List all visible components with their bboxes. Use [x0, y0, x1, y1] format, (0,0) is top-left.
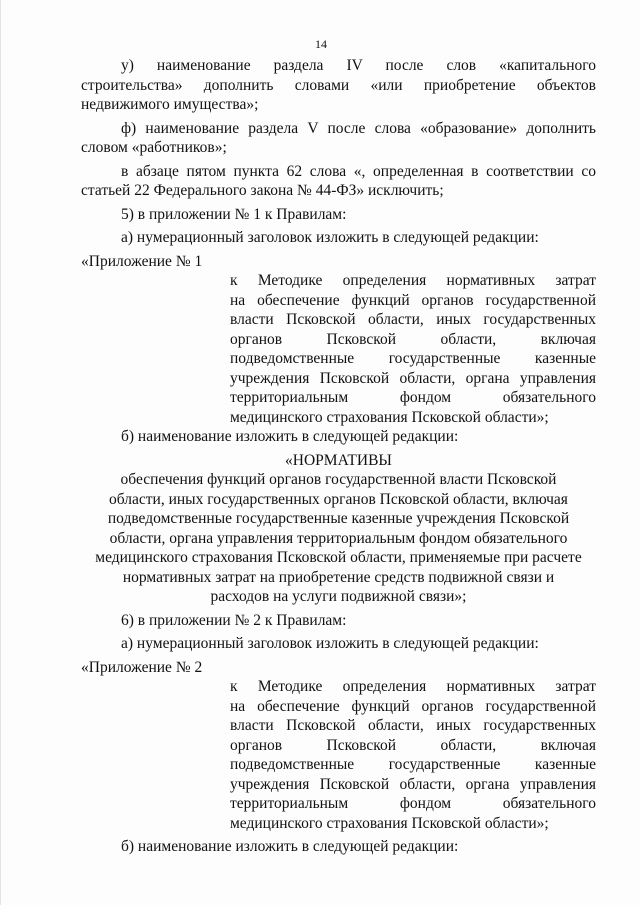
document-body	[81, 56, 596, 857]
normativy-line: нормативных затрат на приобретение средств подвижной связи и	[122, 568, 555, 586]
appendix-2-line: на обеспечение функций органов государственной	[230, 697, 596, 715]
item-6b-text: б) наименование изложить в следующей редакции:	[121, 838, 459, 855]
appendix-1-title: «Приложение № 1	[81, 252, 203, 270]
appendix-2-line: власти Псковской области, иных государственных	[230, 717, 596, 734]
appendix-2-line: к Методике определения нормативных затрат	[230, 678, 596, 695]
item-u-line-1: у) наименование раздела IV после слов «капитального	[121, 57, 596, 74]
item-5a-text: а) нумерационный заголовок изложить в следующей редакции:	[121, 229, 539, 246]
normativy-block	[81, 470, 596, 607]
appendix-1-line: подведомственные государственные казенные	[230, 350, 596, 367]
appendix-1-line: к Методике определения нормативных затрат	[230, 272, 596, 289]
appendix-2-line: учреждения Псковской области, органа управления	[230, 775, 596, 793]
appendix-2-line: подведомственные государственные казенные	[230, 756, 596, 773]
appendix-2-title: «Приложение № 2	[81, 658, 203, 676]
appendix-1-line: медицинского страхования Псковской области»;	[230, 408, 549, 426]
item-u-line-3: недвижимого имущества»;	[81, 96, 259, 113]
normativy-line: области, органа управления территориальным фондом обязательного	[109, 529, 568, 547]
normativy-line: области, иных государственных органов Псковской области, включая	[109, 490, 568, 508]
appendix-2-caption	[230, 677, 596, 833]
normativy-line: подведомственные государственные казенные учреждения Псковской	[107, 510, 570, 527]
normativy-line: обеспечения функций органов государственной власти Псковской	[120, 471, 557, 488]
appendix-1-line: органов Псковской области, включая	[230, 330, 596, 348]
appendix-2-line: медицинского страхования Псковской области»;	[230, 814, 549, 832]
page-number: 14	[315, 37, 327, 51]
item-f-line-1: ф) наименование раздела V после слова «образование» дополнить	[121, 119, 596, 137]
normativy-line: расходов на услуги подвижной связи»;	[210, 588, 467, 605]
appendix-1-line: на обеспечение функций органов государственной	[230, 291, 596, 309]
item-5b-text: б) наименование изложить в следующей редакции:	[121, 428, 459, 445]
paragraph-5-line-2: статьей 22 Федерального закона № 44-ФЗ» исключить;	[81, 182, 444, 199]
paragraph-5-line-1: в абзаце пятом пункта 62 слова «, определенная в соответствии со	[121, 162, 596, 180]
item-u-line-2: строительства» дополнить словами «или приобретение объектов	[81, 76, 596, 94]
item-6a-text: а) нумерационный заголовок изложить в следующей редакции:	[121, 635, 539, 652]
normativy-title: «НОРМАТИВЫ	[285, 451, 392, 469]
item-6-heading: 6) в приложении № 2 к Правилам:	[121, 611, 347, 629]
item-f-line-2: словом «работников»;	[81, 139, 227, 156]
item-5-heading: 5) в приложении № 1 к Правилам:	[121, 205, 347, 223]
appendix-2-line: органов Псковской области, включая	[230, 736, 596, 754]
appendix-2-line: территориальным фондом обязательного	[230, 795, 596, 812]
appendix-1-caption	[230, 271, 596, 427]
appendix-1-line: власти Псковской области, иных государственных	[230, 311, 596, 328]
appendix-1-line: учреждения Псковской области, органа управления	[230, 369, 596, 387]
appendix-1-line: территориальным фондом обязательного	[230, 389, 596, 406]
normativy-line: медицинского страхования Псковской области, применяемые при расчете	[95, 549, 582, 566]
